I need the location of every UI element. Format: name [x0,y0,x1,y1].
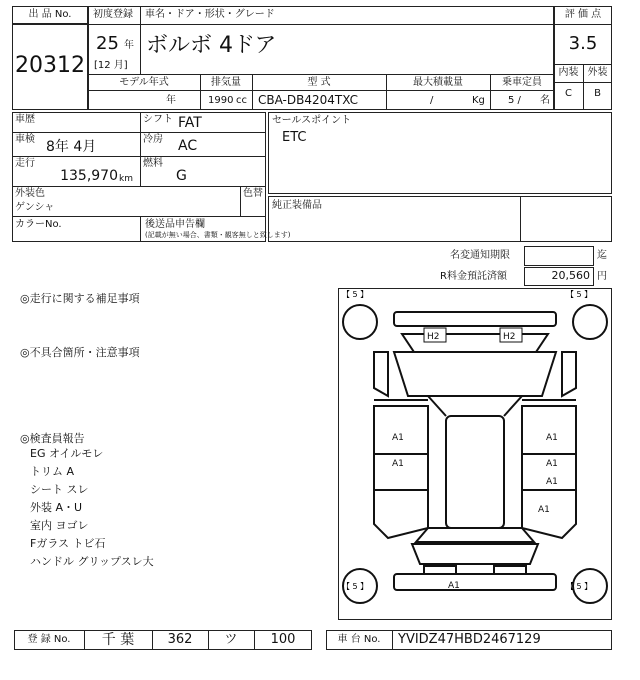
ext-color-label: 外装色 [15,188,45,199]
displacement-unit: cc [236,95,247,106]
model-type: CBA-DB4204TXC [258,93,358,107]
genuine-label: 純正装備品 [272,200,322,211]
name-change-box [524,246,594,266]
displacement-label: 排気量 [211,77,241,88]
inspector-line: EG オイルモレ [30,447,104,460]
door-front-left [374,406,428,454]
ac: AC [178,138,198,154]
windshield [394,352,556,396]
tire-label: 【 5 】 [342,290,369,299]
first-reg-year: 25 [96,33,119,54]
max-load-unit: Kg [472,95,485,106]
rear-bumper [394,574,556,590]
interior-grade: C [565,88,572,99]
reg-class: 362 [167,632,193,647]
damage-mark: A1 [392,433,404,443]
interior-label: 内装 [558,67,579,78]
tire-front-left [343,305,377,339]
type-label: 型 式 [307,77,331,88]
car-name-label: 車名・ドア・形状・グレード [145,9,275,20]
tire-label: 【 5 】 [566,582,593,591]
reg-kana: ツ [224,632,238,647]
ac-label: 冷房 [143,134,163,145]
damage-mark: A1 [546,477,558,487]
damage-mark: H2 [503,332,516,342]
tire-label: 【 5 】 [566,290,593,299]
recycle-unit: 円 [597,271,607,282]
defects-title: ◎不具合箇所・注意事項 [20,346,140,359]
lot-no-label: 出 品 No. [28,9,72,20]
rear-fender-left [374,490,428,538]
recycle-label: R料金預託済額 [440,271,507,282]
aftermarket-note: (記載が無い場合、書類・観客無しと致します) [145,231,291,239]
divider [12,186,266,187]
first-reg-month: [12 月] [94,60,128,71]
rear-glass [416,528,534,542]
door-front-right [522,406,576,454]
reg-area: 千 葉 [101,632,135,648]
recycle-value: 20,560 [551,269,590,282]
divider [240,186,241,216]
divider [88,74,554,75]
shift: FAT [178,115,202,131]
mileage-label: 走行 [15,158,35,169]
front-fender-left [374,352,388,396]
license-plate [494,566,526,574]
color-change-label: 色替 [243,188,263,199]
divider [392,630,393,650]
model-year-label: モデル年式 [119,77,169,88]
damage-mark: A1 [546,433,558,443]
sales-point-label: セールスポイント [272,115,352,126]
shift-label: シフト [143,114,173,125]
damage-mark: H2 [427,332,440,342]
damage-mark: A1 [538,505,550,515]
divider [12,216,266,217]
divider [520,196,521,242]
front-fender-right [562,352,576,396]
mileage-unit: km [119,174,133,184]
year-unit: 年 [124,40,134,51]
fuel-label: 燃料 [143,158,163,169]
inspector-line: 外装 A・U [30,501,83,514]
roof [446,416,504,528]
name-change-unit: 迄 [597,250,607,261]
inspector-line: シート スレ [30,483,89,496]
inspector-title: ◎検査員報告 [20,432,85,445]
driving-notes-title: ◎走行に関する補足事項 [20,292,140,305]
front-bumper [394,312,556,326]
chassis-number: YVIDZ47HBD2467129 [398,632,541,647]
capacity-unit: 名 [540,95,550,106]
max-load-label: 最大積載量 [413,77,463,88]
capacity: 5 / [508,95,521,106]
divider [12,132,266,133]
divider [88,24,554,25]
inspection-label: 車検 [15,134,35,145]
inspector-line: Fガラス トビ石 [30,537,106,550]
divider [140,112,141,186]
sales-point: ETC [282,130,307,145]
reg-label: 登 録 No. [27,634,71,645]
car-damage-diagram [338,288,612,620]
displacement: 1990 [208,95,234,106]
inspector-line: ハンドル グリップスレ大 [30,555,154,568]
divider [554,24,612,25]
tire-front-right [573,305,607,339]
model-year-unit: 年 [166,95,176,106]
divider [140,216,141,242]
grade: 3.5 [568,33,598,54]
car-name: ボルボ 4ドア [146,33,277,58]
tire-label: 【 5 】 [342,582,369,591]
lot-no: 20312 [15,53,85,78]
first-reg-label: 初度登録 [93,9,133,20]
mileage: 135,970 [60,168,118,184]
name-change-label: 名変通知期限 [450,250,510,261]
inspector-line: トリム A [30,465,75,478]
fuel: G [176,168,187,184]
exterior-label: 外装 [587,67,608,78]
chassis-label: 車 台 No. [337,634,381,645]
aftermarket-label: 後送品申告欄 [145,219,205,230]
damage-mark: A1 [448,581,460,591]
color-no-label: カラーNo. [15,219,62,230]
inspection: 8年 4月 [46,139,97,155]
history-label: 車歴 [15,114,35,125]
damage-mark: A1 [392,459,404,469]
grade-label: 評 価 点 [564,9,602,20]
reg-number: 100 [270,632,296,647]
max-load: / [430,95,434,106]
divider [88,90,554,91]
trunk [412,544,538,564]
damage-mark: A1 [546,459,558,469]
ext-color: ゲンシャ [15,202,55,213]
exterior-grade: B [594,88,601,99]
divider [140,6,141,74]
capacity-label: 乗車定員 [502,77,542,88]
divider [12,156,266,157]
license-plate [424,566,456,574]
inspector-line: 室内 ヨゴレ [30,519,89,532]
